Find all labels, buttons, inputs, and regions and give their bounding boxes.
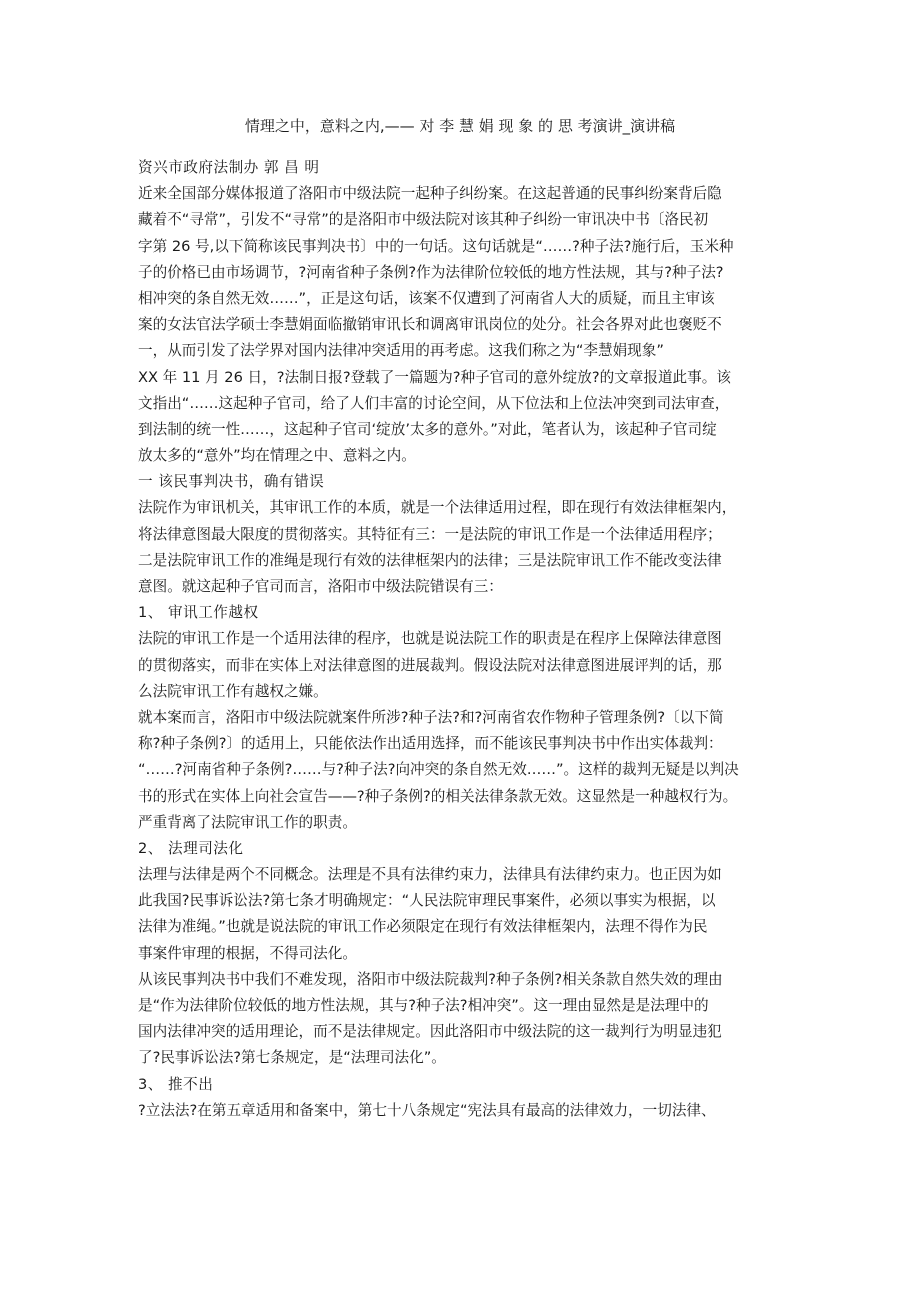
paragraph-line: XX 年 11 月 26 日，?法制日报?登载了一篇题为?种子官司的意外绽放?的文章报道此事。该 (138, 368, 731, 386)
paragraph-line: 的贯彻落实，而非在实体上对法律意图的进展裁判。假设法院对法律意图进展评判的话，那 (138, 656, 722, 674)
paragraph-line: 是“作为法律阶位较低的地方性法规，其与?种子法?相冲突”。这一理由显然是是法理中的 (138, 997, 709, 1014)
paragraph-line: 一，从而引发了法学界对国内法律冲突适用的再考虑。这我们称之为“李慧娟现象” (138, 342, 664, 360)
paragraph-line: 近来全国部分媒体报道了洛阳市中级法院一起种子纠纷案。在这起普通的民事纠纷案背后隐 (138, 185, 722, 203)
paragraph-line: 二是法院审讯工作的准绳是现行有效的法律框架内的法律；三是法院审讯工作不能改变法律 (138, 551, 722, 569)
paragraph-line: 将法律意图最大限度的贯彻落实。其特征有三：一是法院的审讯工作是一个法律适用程序； (138, 525, 722, 543)
paragraph-line: 文指出“……这起种子官司，给了人们丰富的讨论空间，从下位法和上位法冲突到司法审查， (138, 394, 730, 412)
paragraph-line: ?立法法?在第五章适用和备案中，第七十八条规定“宪法具有最高的法律效力，一切法律、 (138, 1101, 716, 1119)
subsection-heading: 1、 审讯工作越权 (138, 604, 259, 622)
author-line: 资兴市政府法制办 郭 昌 明 (138, 159, 320, 176)
paragraph-line: 从该民事判决书中我们不难发现，洛阳市中级法院裁判?种子条例?相关条款自然失效的理由 (138, 970, 723, 988)
paragraph-line: 案的女法官法学硕士李慧娟面临撤销审讯长和调离审讯岗位的处分。社会各界对此也褒贬不 (138, 316, 722, 334)
document-title: 情理之中，意料之内,—— 对 李 慧 娟 现 象 的 思 考演讲_演讲稿 (244, 117, 676, 135)
paragraph-line: 意图。就这起种子官司而言，洛阳市中级法院错误有三： (138, 578, 503, 595)
paragraph-line: 就本案而言，洛阳市中级法院就案件所涉?种子法?和?河南省农作物种子管理条例?〔以下简 (138, 708, 724, 726)
paragraph-line: 放太多的“意外”均在情理之中、意料之内。 (138, 447, 416, 465)
paragraph-line: 国内法律冲突的适用理论，而不是法律规定。因此洛阳市中级法院的这一裁判行为明显违犯 (138, 1023, 722, 1041)
document-body (138, 155, 786, 1124)
paragraph-line: 了?民事诉讼法?第七条规定，是“法理司法化”。 (138, 1049, 446, 1067)
paragraph-line: 严重背离了法院审讯工作的职责。 (138, 813, 357, 831)
subsection-heading: 3、 推不出 (138, 1075, 214, 1093)
paragraph-line: 藏着不“寻常”，引发不“寻常”的是洛阳市中级法院对该其种子纠纷一审讯决中书〔洛民初 (138, 211, 709, 229)
paragraph-line: 事案件审理的根据，不得司法化。 (138, 944, 357, 962)
paragraph-line: “……?河南省种子条例?……与?种子法?向冲突的条自然无效……”。这样的裁判无疑是以判决 (138, 761, 739, 779)
paragraph-line: 法院作为审讯机关，其审讯工作的本质，就是一个法律适用过程，即在现行有效法律框架内， (138, 499, 737, 517)
paragraph-line: 相冲突的条自然无效……”，正是这句话，该案不仅遭到了河南省人大的质疑，而且主审该 (138, 289, 715, 307)
paragraph-line: 法律为准绳。”也就是说法院的审讯工作必须限定在现行有效法律框架内，法理不得作为民 (138, 918, 708, 936)
paragraph-line: 法理与法律是两个不同概念。法理是不具有法律约束力，法律具有法律约束力。也正因为如 (138, 866, 722, 884)
paragraph-line: 字第 26 号,以下简称该民事判决书〕中的一句话。这句话就是“……?种子法?施行后，玉米种 (138, 237, 734, 255)
subsection-heading: 2、 法理司法化 (138, 839, 244, 857)
paragraph-line: 称?种子条例?〕的适用上，只能依法作出适用选择，而不能该民事判决书中作出实体裁判： (138, 735, 723, 753)
paragraph-line: 书的形式在实体上向社会宣告——?种子条例?的相关法律条款无效。这显然是一种越权行为。 (138, 787, 738, 805)
paragraph-line: 此我国?民事诉讼法?第七条才明确规定：“人民法院审理民事案件，必须以事实为根据，以 (138, 892, 716, 910)
paragraph-line: 法院的审讯工作是一个适用法律的程序，也就是说法院工作的职责是在程序上保障法律意图 (138, 630, 722, 648)
paragraph-line: 子的价格已由市场调节，?河南省种子条例?作为法律阶位较低的地方性法规，其与?种子法? (138, 263, 724, 281)
paragraph-line: 到法制的统一性……，这起种子官司‘绽放’太多的意外。”对此，笔者认为，该起种子官司绽 (138, 420, 717, 438)
paragraph-line: 么法院审讯工作有越权之嫌。 (138, 682, 328, 700)
section-heading: 一 该民事判决书，确有错误 (138, 473, 325, 491)
